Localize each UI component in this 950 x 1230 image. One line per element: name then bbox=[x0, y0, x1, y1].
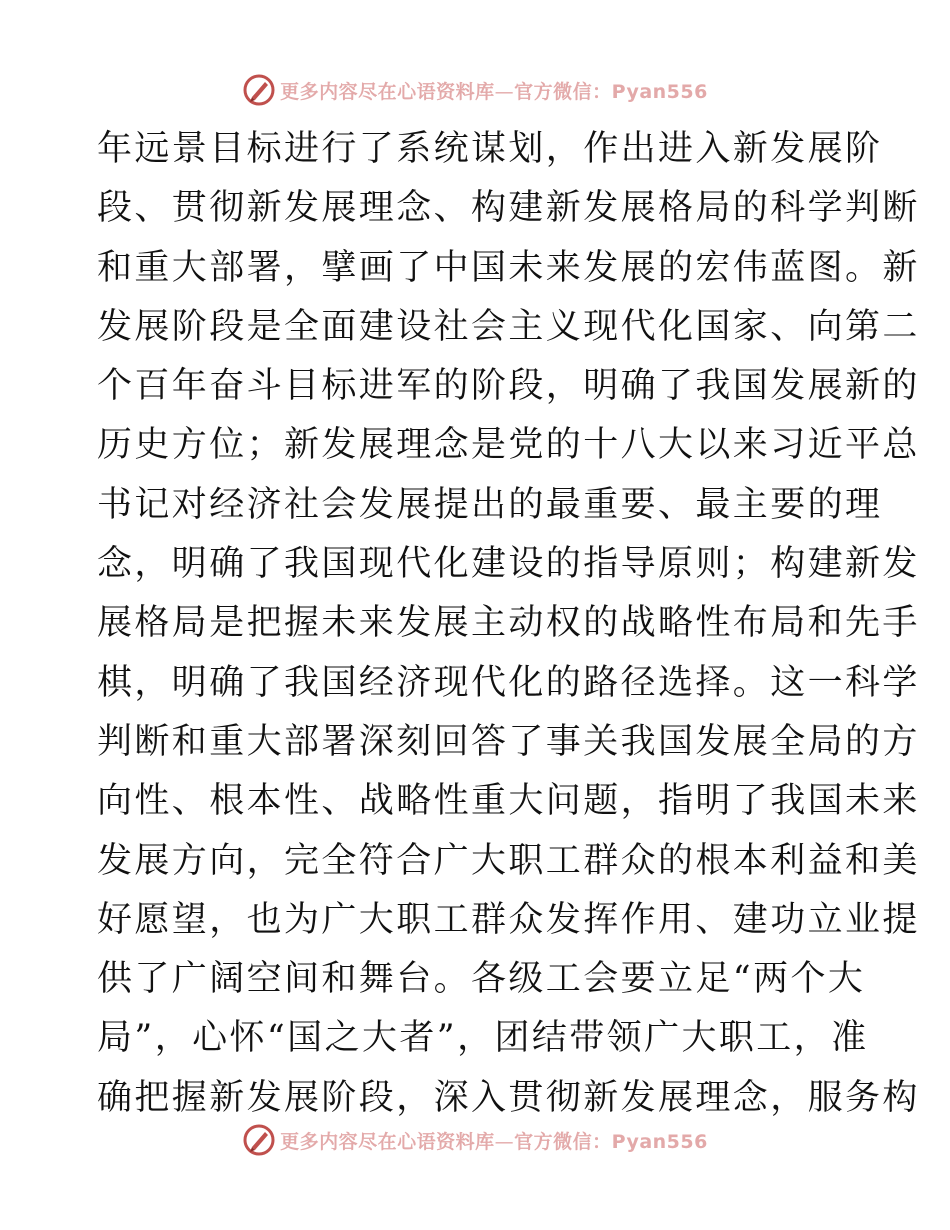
text-line: 好愿望，也为广大职工群众发挥作用、建功立业提 bbox=[97, 899, 920, 940]
watermark-brand: 更多内容尽在心语资料库 bbox=[280, 1130, 495, 1153]
text-line: 供了广阔空间和舞台。各级工会要立足“两个大 bbox=[97, 959, 866, 1000]
text-line: 段、贯彻新发展理念、构建新发展格局的科学判断 bbox=[97, 188, 920, 229]
text-line: 发展阶段是全面建设社会主义现代化国家、向第二 bbox=[97, 306, 920, 347]
watermark-brand: 更多内容尽在心语资料库 bbox=[280, 80, 495, 103]
document-body bbox=[97, 120, 920, 1128]
pen-logo-icon bbox=[242, 1123, 276, 1157]
text-line: 和重大部署，擘画了中国未来发展的宏伟蓝图。新 bbox=[97, 247, 920, 288]
pen-logo-icon bbox=[242, 73, 276, 107]
watermark-text bbox=[280, 77, 708, 104]
text-line: 判断和重大部署深刻回答了事关我国发展全局的方 bbox=[97, 721, 920, 762]
text-line: 念，明确了我国现代化建设的指导原则；构建新发 bbox=[97, 544, 920, 585]
watermark-separator: — bbox=[494, 80, 515, 103]
watermark-separator: — bbox=[494, 1130, 515, 1153]
text-line: 向性、根本性、战略性重大问题，指明了我国未来 bbox=[97, 781, 920, 822]
text-line: 个百年奋斗目标进军的阶段，明确了我国发展新的 bbox=[97, 366, 920, 407]
footer-watermark bbox=[0, 1120, 950, 1160]
text-line: 书记对经济社会发展提出的最重要、最主要的理 bbox=[97, 484, 883, 525]
watermark-text bbox=[280, 1127, 708, 1154]
text-line: 棋，明确了我国经济现代化的路径选择。这一科学 bbox=[97, 662, 920, 703]
watermark-official: 官方微信： bbox=[514, 1130, 612, 1153]
text-line: 确把握新发展阶段，深入贯彻新发展理念，服务构 bbox=[97, 1077, 920, 1118]
text-line: 局”，心怀“国之大者”，团结带领广大职工，准 bbox=[97, 1018, 869, 1059]
text-line: 发展方向，完全符合广大职工群众的根本利益和美 bbox=[97, 840, 920, 881]
watermark-wechat-id: Pyan556 bbox=[611, 80, 708, 103]
watermark-official: 官方微信： bbox=[514, 80, 612, 103]
header-watermark bbox=[0, 70, 950, 110]
text-line: 年远景目标进行了系统谋划，作出进入新发展阶 bbox=[97, 129, 883, 169]
text-line: 历史方位；新发展理念是党的十八大以来习近平总 bbox=[97, 425, 920, 466]
text-line: 展格局是把握未来发展主动权的战略性布局和先手 bbox=[97, 603, 920, 644]
watermark-wechat-id: Pyan556 bbox=[611, 1130, 708, 1153]
